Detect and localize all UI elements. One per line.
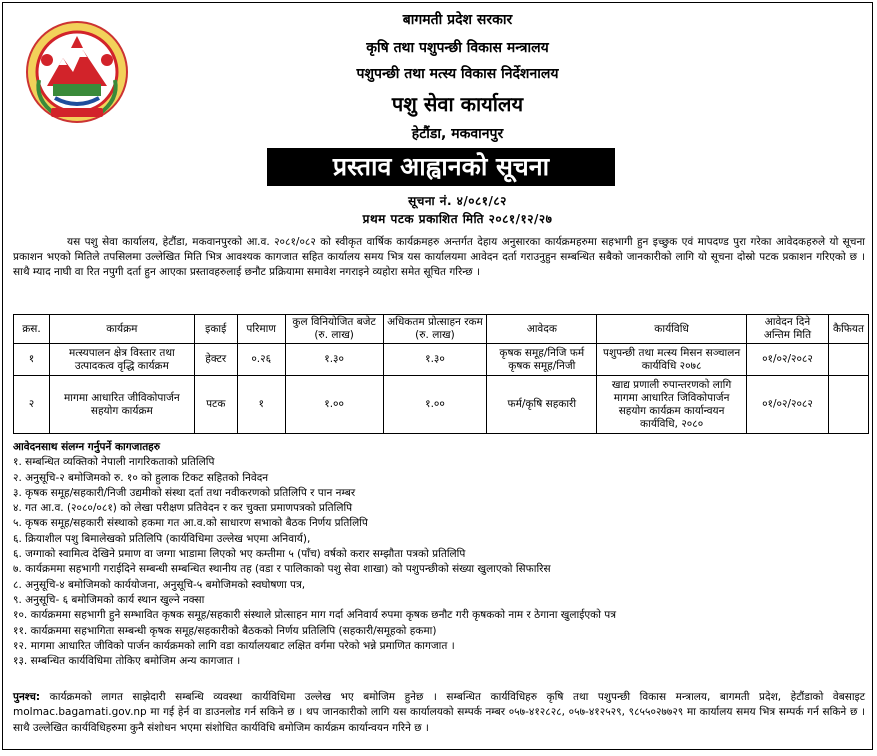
notice-page xyxy=(2,2,873,750)
document-item: २. अनुसूचि-२ बमोजिमको रु. १० को हुलाक टिकट सहितको निवेदन xyxy=(13,471,269,484)
document-item: ४. गत आ.व. (२०८०/०८१) को लेखा परीक्षण प्रतिवेदन र कर चुक्ता प्रमाणपत्रको प्रतिलिपि xyxy=(13,502,353,515)
cell-applicant: कृषक समूह/निजि फर्म कृषक समूह/निजी xyxy=(487,344,597,376)
document-item: ११. कार्यक्रममा सहभागिता सम्बन्धी कृषक समूह/सहकारीको बैठकको निर्णय प्रतिलिपि (सहकारी/समूहको हकमा) xyxy=(13,624,437,637)
cell-serial: २ xyxy=(14,376,50,434)
notice-banner-title: प्रस्ताव आह्वानको सूचना xyxy=(267,148,615,186)
document-item: ८. अनुसूचि-४ बमोजिमको कार्ययोजना, अनुसूचि-५ बमोजिमको स्वघोषणा पत्र, xyxy=(13,578,306,591)
ministry-name: कृषि तथा पशुपन्छी विकास मन्त्रालय xyxy=(366,40,549,56)
province-government: बागमती प्रदेश सरकार xyxy=(402,12,513,28)
cell-unit: पटक xyxy=(194,376,237,434)
cell-applicant: फर्म/कृषि सहकारी xyxy=(487,376,597,434)
col-remarks: कैफियत xyxy=(828,315,868,344)
document-item: १. सम्बन्धित व्यक्तिको नेपाली नागरिकताको प्रतिलिपि xyxy=(13,456,215,469)
notice-number: सूचना नं. ४/०८१/८२ xyxy=(408,194,507,208)
office-location: हेटौंडा, मकवानपुर xyxy=(411,126,504,142)
cell-incentive: १.०० xyxy=(383,376,487,434)
cell-remarks xyxy=(828,344,868,376)
postscript-text: कार्यक्रमको लागत साझेदारी सम्बन्धि व्यवस्था कार्यविधिमा उल्लेख भए बमोजिम हुनेछ । सम्बन्धित कार्यविधिहरु कृषि तथा पशुपन्छी विकास मन्त्रालय, बागमती प्रदेश, हेटौंडाको वेबसाइट molmac.bagamati.gov.np मा गई हेर्न वा डाउनलोड गर्न सकिने छ । थप जानकारीको लागि यस कार्यालयको सम्पर्क नम्बर ०५७-४१२८२८, ०५७-४१२५२९, ९८५५०२७७२९ मा कार्यालय समय भित्र सम्पर्क गर्न सकिने छ । साथै उल्लेखित कार्यविधिहरुमा कुनै संशोधन भएमा संशोधित कार्यविधि बमोजिम कार्यक्रम कार्यान्वयन गरिने छ । xyxy=(13,691,865,734)
intro-text: यस पशु सेवा कार्यालय, हेटौंडा, मकवानपुरको आ.व. २०८१/०८२ को स्वीकृत वार्षिक कार्यक्रमहरु अन्तर्गत देहाय अनुसारका कार्यक्रमहरुमा सहभागी हुन इच्छुक एवं मापदण्ड पुरा गरेका आवेदकहरुले यो सूचना प्रकाशन भएको मितिले तपसिलमा उल्लेखित मिति भित्र आवश्यक कागजात सहित कार्यालय समय भित्र यस कार्यालयमा आवेदन दर्ता गराउनुहुन सम्बन्धित सबैको जानकारीको लागि यो सूचना दोस्रो पटक प्रकाशन गरिएको छ । साथै म्याद नाघी वा रित नपुगी दर्ता हुन आएका प्रस्तावहरुलाई छनौट प्रक्रियामा समावेश नगराइने व्यहोरा समेत सूचित गरिन्छ । xyxy=(13,236,865,278)
documents-title: आवेदनसाथ संलग्न गर्नुपर्ने कागजातहरु xyxy=(13,441,161,453)
cell-serial: १ xyxy=(14,344,50,376)
cell-procedure: खाद्य प्रणाली रुपान्तरणको लागि मागमा आधारित जिविकोपार्जन सहयोग कार्यक्रम कार्यान्वयन कार्यविधि, २०८० xyxy=(597,376,747,434)
postscript-note xyxy=(13,690,865,736)
document-item: ५. कृषक समूह/सहकारी संस्थाको हकमा गत आ.व.को साधारण सभाको बैठक निर्णय प्रतिलिपि xyxy=(13,517,368,530)
cell-budget: १.३० xyxy=(285,344,383,376)
document-item: १३. सम्बन्धित कार्यविधिमा तोकिए बमोजिम अन्य कागजात । xyxy=(13,655,241,668)
directorate-name: पशुपन्छी तथा मत्स्य विकास निर्देशनालय xyxy=(356,66,559,82)
document-item: १२. मागमा आधारित जीविको पार्जन कार्यक्रमको लागि वडा कार्यालयबाट लक्षित वर्गमा परेको भन्ने प्रमाणित कागजात । xyxy=(13,639,455,652)
cell-deadline: ०१/०२/२०८२ xyxy=(746,376,828,434)
cell-remarks xyxy=(828,376,868,434)
col-budget: कुल विनियोजित बजेट (रु. लाख) xyxy=(285,315,383,344)
cell-incentive: १.३० xyxy=(383,344,487,376)
cell-budget: १.०० xyxy=(285,376,383,434)
document-item: ६. क्रियाशील पशु बिमालेखको प्रतिलिपि (कार्यविधिमा उल्लेख भएमा अनिवार्य), xyxy=(13,532,311,545)
required-documents xyxy=(13,440,869,669)
col-serial: क्रस. xyxy=(14,315,50,344)
cell-program: मागमा आधारित जीविकोपार्जन सहयोग कार्यक्रम xyxy=(49,376,194,434)
table-row xyxy=(14,344,869,376)
office-name: पशु सेवा कार्यालय xyxy=(391,92,524,116)
col-program: कार्यक्रम xyxy=(49,315,194,344)
document-item: ७. कार्यक्रममा सहभागी गराईदिने सम्बन्धी सम्बन्धित स्थानीय तह (वडा र पालिकाको पशु सेवा शाखा) को पशुपन्छीको संख्या खुलाएको सिफारिस xyxy=(13,563,551,576)
col-incentive: अधिकतम प्रोत्साहन रकम (रु. लाख) xyxy=(383,315,487,344)
program-table xyxy=(13,314,869,434)
col-procedure: कार्यविधि xyxy=(597,315,747,344)
intro-paragraph xyxy=(13,235,865,280)
document-item: १०. कार्यक्रममा सहभागी हुने सम्भावित कृषक समूह/सहकारी संस्थाले प्रोत्साहन माग गर्दा अनिवार्य रुपमा कृषक छनौट गरी कृषकको नाम र ठेगाना खुलाईएको पत्र xyxy=(13,609,617,622)
col-unit: इकाई xyxy=(194,315,237,344)
col-quantity: परिमाण xyxy=(237,315,285,344)
postscript-label: पुनश्च: xyxy=(13,691,41,703)
cell-program: मत्स्यपालन क्षेत्र विस्तार तथा उत्पादकत्व वृद्धि कार्यक्रम xyxy=(49,344,194,376)
document-item: ९. अनुसूचि- ६ बमोजिमको कार्य स्थान खुल्ने नक्सा xyxy=(13,593,205,606)
cell-procedure: पशुपन्छी तथा मत्स्य मिसन सञ्चालन कार्यविधि २०७८ xyxy=(597,344,747,376)
cell-deadline: ०१/०२/२०८२ xyxy=(746,344,828,376)
table-header-row xyxy=(14,315,869,344)
cell-quantity: १ xyxy=(237,376,285,434)
publish-date: प्रथम पटक प्रकाशित मिति २०८१/१२/२७ xyxy=(362,212,553,226)
cell-unit: हेक्टर xyxy=(194,344,237,376)
document-item: ६. जग्गाको स्वामित्व देखिने प्रमाण वा जग्गा भाडामा लिएको भए कम्तीमा ५ (पाँच) वर्षको करार सम्झौता पत्रको प्रतिलिपि xyxy=(13,548,466,561)
col-deadline: आवेदन दिने अन्तिम मिति xyxy=(746,315,828,344)
document-item: ३. कृषक समूह/सहकारी/निजी उद्यमीको संस्था दर्ता तथा नवीकरणको प्रतिलिपि र पान नम्बर xyxy=(13,486,356,499)
cell-quantity: ०.२६ xyxy=(237,344,285,376)
col-applicant: आवेदक xyxy=(487,315,597,344)
table-row xyxy=(14,376,869,434)
